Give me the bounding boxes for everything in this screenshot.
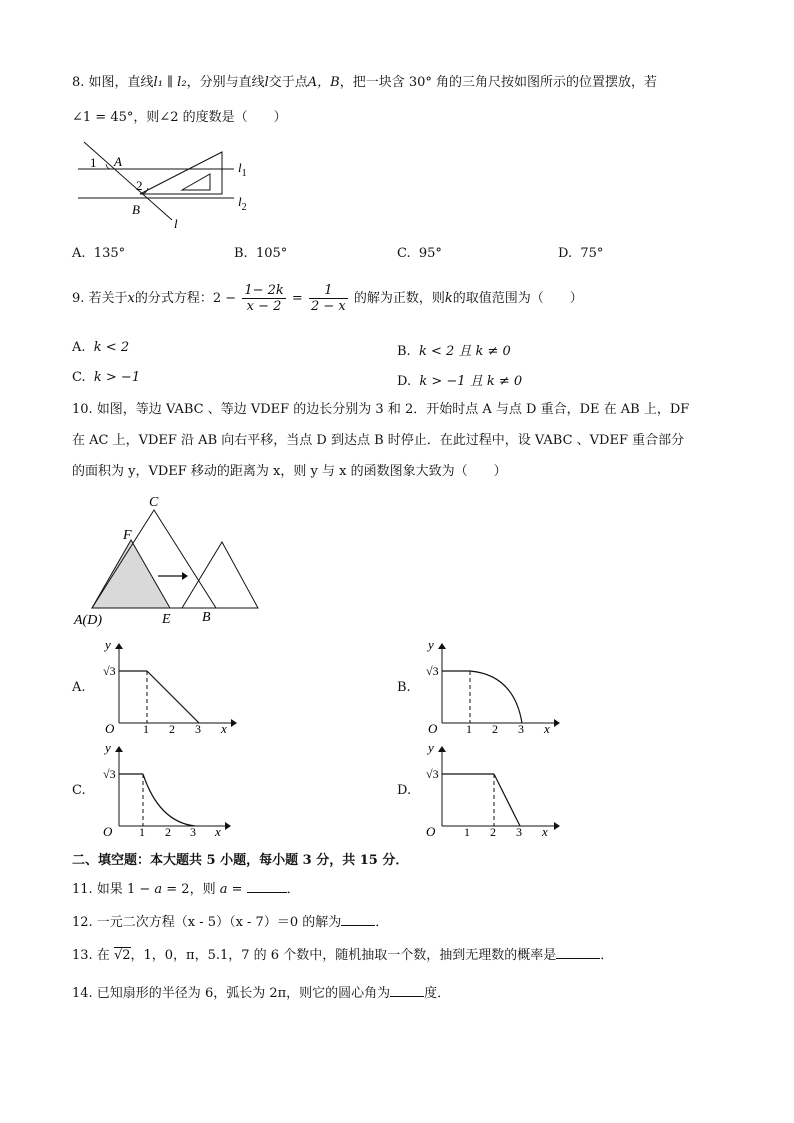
svg-text:√3: √3 xyxy=(426,664,439,678)
q8-figure xyxy=(72,134,262,234)
q10-point-e-label: E xyxy=(162,612,171,627)
q13-sqrt2: √2 xyxy=(113,948,131,963)
svg-text:O: O xyxy=(426,824,436,838)
q8-point-b-label: B xyxy=(132,202,140,217)
svg-text:x: x xyxy=(221,721,227,735)
svg-text:2: 2 xyxy=(165,825,171,838)
q8-line-l2-label: $l_2$ xyxy=(238,194,247,213)
q10-point-c-label: C xyxy=(149,495,159,510)
q8-line2: ∠1 = 45°，则∠2 的度数是（ ） xyxy=(72,110,287,125)
q8-line1: 8. 如图，直线l₁ ∥ l₂，分别与直线l交于点A，B，把一块含 30° 角的三角尺按如图所示的位置摆放，若 xyxy=(72,75,658,90)
svg-text:1: 1 xyxy=(464,825,470,838)
q11-answer-blank[interactable] xyxy=(247,880,287,893)
svg-text:3: 3 xyxy=(518,722,524,735)
q8-parallel-lines: l₁ ∥ l₂ xyxy=(153,75,187,90)
svg-text:y: y xyxy=(105,740,111,755)
q10-option-c-label[interactable]: C. xyxy=(72,783,86,798)
q9-option-b[interactable]: B. k < 2 且 k ≠ 0 xyxy=(397,344,511,359)
q10-graph-c[interactable] xyxy=(95,738,245,838)
svg-text:x: x xyxy=(542,824,548,838)
svg-text:y: y xyxy=(428,740,434,755)
q9-fraction-right: $\frac{1}{2 - x}$ xyxy=(310,283,346,314)
svg-text:y: y xyxy=(428,637,434,652)
q10-option-d-label[interactable]: D. xyxy=(397,783,412,798)
q8-option-a[interactable]: A. 135° xyxy=(72,246,126,261)
svg-text:O: O xyxy=(428,721,438,735)
q10-line1: 10. 如图，等边 VABC 、等边 VDEF 的边长分别为 3 和 2．开始时点 A 与点 D 重合，DE 在 AB 上，DF xyxy=(72,402,690,417)
q14-line: 14. 已知扇形的半径为 6，弧长为 2π，则它的圆心角为 度． xyxy=(72,986,451,1001)
svg-text:1: 1 xyxy=(143,722,149,735)
q8-option-d[interactable]: D. 75° xyxy=(558,246,604,261)
q8-point-a-label: A xyxy=(114,154,122,169)
svg-text:3: 3 xyxy=(190,825,196,838)
svg-text:√3: √3 xyxy=(103,767,116,781)
q10-graph-b[interactable] xyxy=(418,635,568,735)
q10-point-f-label: F xyxy=(123,528,132,543)
q10-graph-d[interactable] xyxy=(418,738,568,838)
svg-text:y: y xyxy=(105,637,111,652)
q9-option-d[interactable]: D. k > −1 且 k ≠ 0 xyxy=(397,374,523,389)
q10-point-ad-label: A(D) xyxy=(74,613,102,628)
svg-text:x: x xyxy=(215,824,221,838)
svg-text:1: 1 xyxy=(466,722,472,735)
svg-text:O: O xyxy=(105,721,115,735)
q12-line: 12. 一元二次方程（x - 5）（x - 7）＝0 的解为 ． xyxy=(72,915,389,930)
q9-line: 9. 若关于x的分式方程：2 − $\frac{1- 2k}{x - 2}$ = $\frac{1}{2 - x}$ 的解为正数，则k的取值范围为（ ） xyxy=(72,283,583,314)
svg-text:3: 3 xyxy=(195,722,201,735)
svg-text:O: O xyxy=(103,824,113,838)
q11-line: 11. 如果 1 − a = 2，则 a = ． xyxy=(72,882,300,897)
q8-option-c[interactable]: C. 95° xyxy=(397,246,442,261)
q14-answer-blank[interactable] xyxy=(390,984,424,997)
q8-angle2-label: 2 xyxy=(136,178,143,193)
q10-line3: 的面积为 y，VDEF 移动的距离为 x，则 y 与 x 的函数图象大致为（ ） xyxy=(72,464,507,479)
q10-line2: 在 AC 上，VDEF 沿 AB 向右平移，当点 D 到达点 B 时停止．在此过程中，设 VABC 、VDEF 重合部分 xyxy=(72,433,685,448)
q13-answer-blank[interactable] xyxy=(556,946,600,959)
svg-text:√3: √3 xyxy=(426,767,439,781)
q10-figure xyxy=(72,492,272,632)
q10-graph-a[interactable] xyxy=(95,635,245,735)
svg-text:2: 2 xyxy=(492,722,498,735)
q9-fraction-left: $\frac{1- 2k}{x - 2}$ xyxy=(244,283,284,314)
q10-option-b-label[interactable]: B. xyxy=(397,680,411,695)
svg-text:2: 2 xyxy=(490,825,496,838)
section-2-heading: 二、填空题：本大题共 5 小题，每小题 3 分，共 15 分． xyxy=(72,853,409,868)
q12-answer-blank[interactable] xyxy=(341,913,375,926)
q13-line: 13. 在 √2，1，0，π，5.1，7 的 6 个数中，随机抽取一个数，抽到无理数的概率是 ． xyxy=(72,948,614,963)
q10-option-a-label[interactable]: A. xyxy=(72,680,86,695)
q10-point-b-label: B xyxy=(202,610,211,625)
q9-option-a[interactable]: A. k < 2 xyxy=(72,340,130,355)
svg-text:x: x xyxy=(544,721,550,735)
svg-text:1: 1 xyxy=(139,825,145,838)
q8-line-l-label: l xyxy=(174,216,178,231)
svg-text:√3: √3 xyxy=(103,664,116,678)
q8-option-b[interactable]: B. 105° xyxy=(234,246,288,261)
svg-text:3: 3 xyxy=(516,825,522,838)
q8-angle1-label: 1 xyxy=(90,155,97,170)
svg-text:2: 2 xyxy=(169,722,175,735)
q9-option-c[interactable]: C. k > −1 xyxy=(72,370,141,385)
q8-line-l1-label: $l_1$ xyxy=(238,160,247,179)
